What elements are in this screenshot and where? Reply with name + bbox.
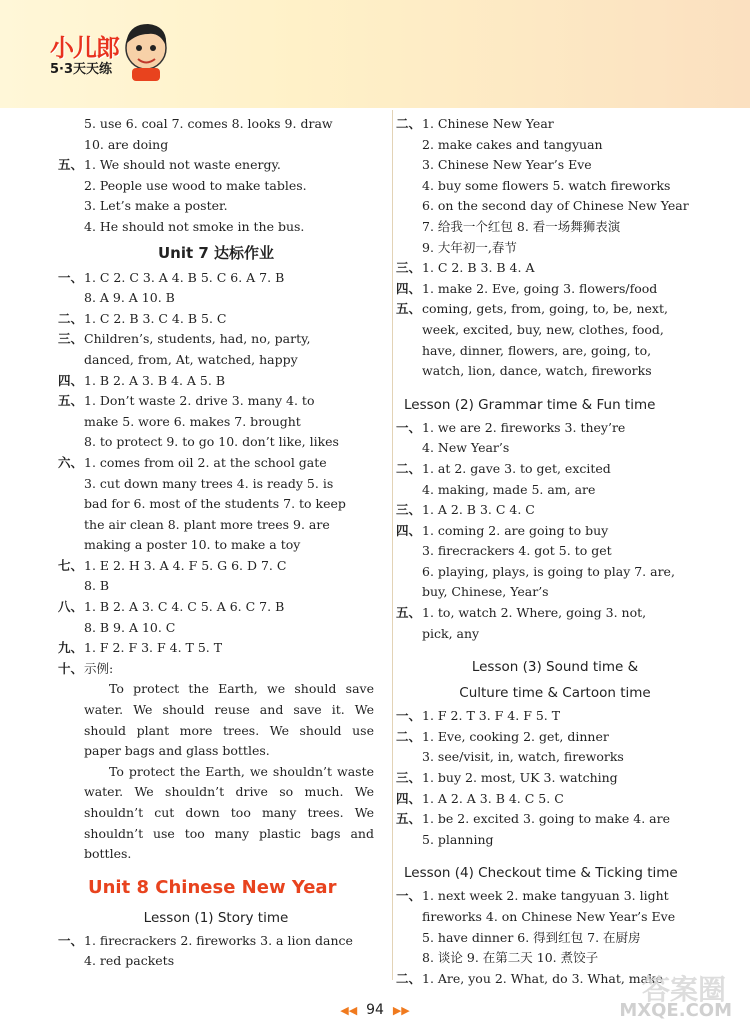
logo-title: 小儿郎 <box>50 34 119 62</box>
question-number <box>396 135 422 156</box>
answer-text: 3. firecrackers 4. got 5. to get <box>422 543 612 559</box>
question-number <box>396 830 422 851</box>
answer-line <box>396 217 714 238</box>
answer-line <box>396 603 714 624</box>
question-number: 一、 <box>396 419 422 435</box>
question-number <box>396 238 422 259</box>
question-number: 八、 <box>58 599 84 615</box>
answer-text: 1. to, watch 2. Where, going 3. not, <box>422 605 647 621</box>
question-number: 二、 <box>58 310 84 326</box>
answer-text: 2. make cakes and tangyuan <box>422 136 603 152</box>
answer-line <box>58 412 374 433</box>
answer-line <box>396 727 714 748</box>
answer-text: 1. E 2. H 3. A 4. F 5. G 6. D 7. C <box>84 557 287 573</box>
question-number: 一、 <box>396 708 422 724</box>
answer-text: 3. Let’s make a poster. <box>84 198 228 214</box>
sample-paragraph-2: To protect the Earth, we shouldn’t waste water. We shouldn’t drive so much. We shouldn’t cut down too many trees. We shouldn’t use too many plastic bags and bottles. <box>84 763 374 862</box>
answer-text: 5. planning <box>422 831 494 847</box>
answer-text: 5. have dinner 6. 得到红包 7. 在厨房 <box>422 929 641 945</box>
answer-line <box>58 515 374 536</box>
lesson3-heading-line1: Lesson (3) Sound time & <box>471 659 639 676</box>
answer-line <box>396 928 714 949</box>
answer-line <box>58 597 374 618</box>
answer-line <box>396 299 714 320</box>
answer-line <box>396 582 714 603</box>
question-number <box>396 480 422 501</box>
answer-text: 8. to protect 9. to go 10. don’t like, likes <box>84 434 339 450</box>
answer-line <box>396 135 714 156</box>
answer-line <box>396 114 714 135</box>
answer-line <box>396 948 714 969</box>
question-number <box>58 618 84 639</box>
answer-text: 1. Are, you 2. What, do 3. What, make <box>422 970 664 986</box>
answer-text: watch, lion, dance, watch, fireworks <box>422 363 652 379</box>
mascot-icon <box>118 18 174 82</box>
answer-line <box>58 350 374 371</box>
answer-line <box>58 535 374 556</box>
answer-line <box>396 521 714 542</box>
answer-text: buy, Chinese, Year’s <box>422 584 549 600</box>
answer-line <box>396 320 714 341</box>
answer-line <box>396 176 714 197</box>
question-number <box>58 432 84 453</box>
answer-text: 8. A 9. A 10. B <box>84 290 175 306</box>
question-number <box>396 624 422 645</box>
answer-text: 4. New Year’s <box>422 440 510 456</box>
question-number <box>58 350 84 371</box>
answer-text: 1. be 2. excited 3. going to make 4. are <box>422 811 670 827</box>
question-number <box>396 928 422 949</box>
answer-text: 1. buy 2. most, UK 3. watching <box>422 770 618 786</box>
question-number <box>396 438 422 459</box>
question-number: 三、 <box>396 502 422 518</box>
answer-line <box>58 432 374 453</box>
answer-line <box>396 562 714 583</box>
answer-text: 8. B <box>84 578 110 594</box>
answer-text: 5. use 6. coal 7. comes 8. looks 9. draw <box>84 116 333 131</box>
lesson2-heading: Lesson (2) Grammar time & Fun time <box>404 396 656 413</box>
next-arrows-icon: ▶▶ <box>392 1004 410 1017</box>
question-number <box>58 535 84 556</box>
lesson1-answers <box>58 931 374 972</box>
answer-line <box>396 768 714 789</box>
answer-text: 示例: <box>84 660 114 676</box>
prev-arrows-icon: ◀◀ <box>340 1004 358 1017</box>
answer-text: 1. make 2. Eve, going 3. flowers/food <box>422 280 658 296</box>
answer-text: bad for 6. most of the students 7. to keep <box>84 496 346 512</box>
answer-line <box>58 931 374 952</box>
question-number <box>396 155 422 176</box>
question-number: 四、 <box>58 372 84 388</box>
question-number: 五、 <box>396 301 422 317</box>
answer-line <box>396 418 714 439</box>
question-number <box>396 361 422 382</box>
question-number <box>396 320 422 341</box>
question-number <box>58 176 84 197</box>
question-number: 七、 <box>58 557 84 573</box>
answer-line <box>58 618 374 639</box>
question-number <box>58 494 84 515</box>
question-number: 三、 <box>396 260 422 276</box>
answer-line <box>58 494 374 515</box>
question-number <box>58 135 84 156</box>
answer-line <box>396 341 714 362</box>
question-number: 四、 <box>396 522 422 538</box>
answer-line <box>58 309 374 330</box>
answer-line <box>396 196 714 217</box>
answer-text: 6. on the second day of Chinese New Year <box>422 198 689 214</box>
answer-line <box>396 238 714 259</box>
answer-line <box>58 453 374 474</box>
question-number <box>396 948 422 969</box>
question-number <box>396 562 422 583</box>
answer-text: 4. buy some flowers 5. watch fireworks <box>422 177 671 193</box>
question-number: 四、 <box>396 280 422 296</box>
answer-text: pick, any <box>422 625 480 641</box>
answer-text: have, dinner, flowers, are, going, to, <box>422 342 652 358</box>
answer-line <box>58 217 374 238</box>
question-number <box>58 217 84 238</box>
answer-line <box>396 886 714 907</box>
answer-line <box>396 459 714 480</box>
question-number <box>58 288 84 309</box>
lesson3-answers <box>396 706 714 850</box>
answer-text: danced, from, At, watched, happy <box>84 351 298 367</box>
answer-text: 1. next week 2. make tangyuan 3. light <box>422 888 669 904</box>
answer-line <box>396 624 714 645</box>
answer-line <box>396 830 714 851</box>
question-number: 五、 <box>58 157 84 173</box>
answer-line <box>396 480 714 501</box>
answer-line <box>396 258 714 279</box>
question-number <box>58 951 84 972</box>
answer-line <box>58 135 374 156</box>
question-number: 二、 <box>396 116 422 131</box>
right-column <box>396 114 714 989</box>
question-number <box>58 515 84 536</box>
logo-subtitle: 5·3天天练 <box>50 62 113 77</box>
answer-line <box>58 638 374 659</box>
answer-line <box>58 659 374 680</box>
answer-text: 1. B 2. A 3. B 4. A 5. B <box>84 372 226 388</box>
answer-text: 1. at 2. gave 3. to get, excited <box>422 460 611 476</box>
answer-line <box>396 907 714 928</box>
answer-text: 1. We should not waste energy. <box>84 157 281 173</box>
answer-text: 4. He should not smoke in the bus. <box>84 218 305 234</box>
answer-text: 9. 大年初一,春节 <box>422 239 517 255</box>
answer-text: make 5. wore 6. makes 7. brought <box>84 413 301 429</box>
question-number <box>396 907 422 928</box>
question-number <box>396 217 422 238</box>
answer-text: 3. see/visit, in, watch, fireworks <box>422 749 624 765</box>
answer-line <box>396 155 714 176</box>
lesson4-heading: Lesson (4) Checkout time & Ticking time <box>404 865 678 882</box>
question-number: 二、 <box>396 728 422 744</box>
left-top-answers <box>58 114 374 238</box>
answer-text: making a poster 10. to make a toy <box>84 537 301 553</box>
answer-text: 6. playing, plays, is going to play 7. are, <box>422 563 675 579</box>
answer-text: 1. A 2. B 3. C 4. C <box>422 502 535 518</box>
page-number: 94 <box>366 1002 384 1018</box>
answer-line <box>396 541 714 562</box>
answer-line <box>396 279 714 300</box>
question-number <box>58 474 84 495</box>
answer-text: 1. C 2. B 3. C 4. B 5. C <box>84 310 227 326</box>
answer-text: 8. 谈论 9. 在第二天 10. 煮饺子 <box>422 950 599 966</box>
answer-text: 4. red packets <box>84 953 175 969</box>
answer-text: 1. Don’t waste 2. drive 3. many 4. to <box>84 393 315 409</box>
answer-line <box>58 951 374 972</box>
answer-text: Children’s, students, had, no, party, <box>84 331 311 347</box>
answer-text: 3. Chinese New Year’s Eve <box>422 157 592 173</box>
answer-text: 1. C 2. B 3. B 4. A <box>422 260 535 276</box>
answer-text: 1. A 2. A 3. B 4. C 5. C <box>422 790 564 806</box>
answer-text: 1. B 2. A 3. C 4. C 5. A 6. C 7. B <box>84 599 285 615</box>
question-number <box>396 747 422 768</box>
question-number: 一、 <box>58 269 84 285</box>
answer-line <box>58 391 374 412</box>
answer-text: 1. we are 2. fireworks 3. they’re <box>422 419 626 435</box>
question-number: 四、 <box>396 790 422 806</box>
answer-line <box>396 500 714 521</box>
question-number <box>396 176 422 197</box>
answer-line <box>58 576 374 597</box>
right-top-answers <box>396 114 714 382</box>
question-number <box>58 412 84 433</box>
lesson1-heading: Lesson (1) Story time <box>143 909 289 926</box>
answer-text: the air clean 8. plant more trees 9. are <box>84 516 330 532</box>
question-number: 一、 <box>58 932 84 948</box>
answer-line <box>58 556 374 577</box>
answer-line <box>396 361 714 382</box>
question-number <box>396 341 422 362</box>
answer-line <box>396 789 714 810</box>
answer-line <box>58 114 374 135</box>
question-number: 十、 <box>58 660 84 676</box>
answer-text: 1. comes from oil 2. at the school gate <box>84 454 327 470</box>
answer-text: 8. B 9. A 10. C <box>84 619 176 635</box>
unit7-heading: Unit 7 达标作业 <box>157 243 275 262</box>
question-number: 五、 <box>396 605 422 621</box>
answer-line <box>58 474 374 495</box>
answer-text: fireworks 4. on Chinese New Year’s Eve <box>422 909 676 924</box>
answer-text: 1. F 2. T 3. F 4. F 5. T <box>422 708 561 724</box>
answer-line <box>58 288 374 309</box>
question-number: 五、 <box>58 393 84 409</box>
lesson3-heading-line2: Culture time & Cartoon time <box>459 685 651 702</box>
question-number: 三、 <box>58 331 84 347</box>
question-number <box>58 576 84 597</box>
answer-line <box>58 329 374 350</box>
column-divider <box>392 110 393 980</box>
answer-text: 1. Eve, cooking 2. get, dinner <box>422 728 609 744</box>
answer-text: week, excited, buy, new, clothes, food, <box>422 321 664 337</box>
answer-line <box>58 196 374 217</box>
answer-text: 1. firecrackers 2. fireworks 3. a lion dance <box>84 932 353 948</box>
answer-text: coming, gets, from, going, to, be, next, <box>422 301 668 317</box>
answer-text: 10. are doing <box>84 136 169 152</box>
question-number: 三、 <box>396 770 422 786</box>
question-number: 二、 <box>396 970 422 986</box>
answer-text: 1. Chinese New Year <box>422 116 554 131</box>
answer-text: 7. 给我一个红包 8. 看一场舞狮表演 <box>422 218 621 234</box>
sample-paragraph-1: To protect the Earth, we should save water. We should reuse and save it. We should plant more trees. We should use paper bags and glass bottles. <box>84 681 374 759</box>
answer-text: 3. cut down many trees 4. is ready 5. is <box>84 475 334 491</box>
question-number: 二、 <box>396 460 422 476</box>
answer-line <box>58 268 374 289</box>
question-number: 六、 <box>58 454 84 470</box>
watermark-url: MXQE.COM <box>619 1000 732 1021</box>
question-number <box>58 114 84 135</box>
answer-line <box>396 438 714 459</box>
left-column <box>58 114 374 972</box>
answer-text: 4. making, made 5. am, are <box>422 481 596 497</box>
answer-line <box>58 176 374 197</box>
answer-text: 2. People use wood to make tables. <box>84 177 307 193</box>
answer-line <box>396 706 714 727</box>
lesson2-answers <box>396 418 714 645</box>
unit7-answers <box>58 268 374 680</box>
question-number: 一、 <box>396 888 422 904</box>
question-number <box>396 196 422 217</box>
answer-line <box>396 747 714 768</box>
unit8-title: Unit 8 Chinese New Year <box>88 876 337 898</box>
answer-text: 1. coming 2. are going to buy <box>422 522 609 538</box>
answer-line <box>58 155 374 176</box>
question-number <box>396 541 422 562</box>
question-number <box>58 196 84 217</box>
answer-text: 1. F 2. F 3. F 4. T 5. T <box>84 640 223 656</box>
question-number: 五、 <box>396 811 422 827</box>
question-number: 九、 <box>58 640 84 656</box>
answer-line <box>396 809 714 830</box>
answer-text: 1. C 2. C 3. A 4. B 5. C 6. A 7. B <box>84 269 285 285</box>
question-number <box>396 582 422 603</box>
watermark-logo: 答案圈 <box>641 973 726 1006</box>
answer-line <box>58 371 374 392</box>
